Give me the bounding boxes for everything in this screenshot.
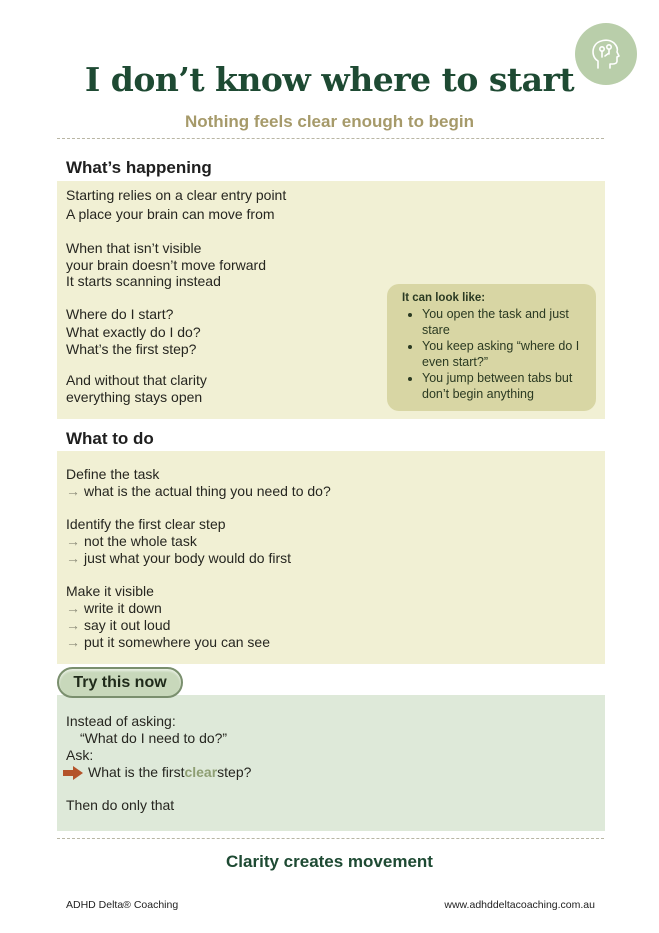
try-this-now-badge: Try this now xyxy=(57,667,183,698)
todo-line: → just what your body would do first xyxy=(66,550,291,566)
highlight-word: clear xyxy=(184,764,218,780)
todo-line: → say it out loud xyxy=(66,617,171,633)
happening-line: What exactly do I do? xyxy=(66,324,201,340)
callout-title: It can look like: xyxy=(402,292,486,304)
happening-line: A place your brain can move from xyxy=(66,206,275,222)
pointing-arrow-icon xyxy=(63,766,83,780)
happening-line: When that isn’t visible xyxy=(66,240,202,256)
page-title: I don’t know where to start xyxy=(84,60,575,99)
todo-line: → what is the actual thing you need to do? xyxy=(66,483,331,499)
todo-line: → not the whole task xyxy=(66,533,197,549)
footer-url[interactable]: www.adhddeltacoaching.com.au xyxy=(444,899,595,911)
callout-item: • You open the task and just stare xyxy=(422,306,596,338)
bottom-divider xyxy=(57,838,604,839)
happening-line: Where do I start? xyxy=(66,306,174,322)
arrow-right-icon: → xyxy=(66,550,80,566)
try-line: Ask: xyxy=(66,747,94,763)
section-heading-happening: What’s happening xyxy=(66,158,212,177)
arrow-right-icon: → xyxy=(66,634,80,650)
happening-line: Starting relies on a clear entry point xyxy=(66,187,287,203)
footer-brand: ADHD Delta® Coaching xyxy=(66,899,179,911)
top-divider xyxy=(57,138,604,139)
arrow-right-icon: → xyxy=(66,600,80,616)
callout-list xyxy=(387,306,596,402)
todo-panel xyxy=(57,451,605,664)
arrow-right-icon: → xyxy=(66,483,80,499)
try-line: “What do I need to do?” xyxy=(80,730,228,746)
happening-line: your brain doesn’t move forward xyxy=(66,257,266,273)
arrow-right-icon: → xyxy=(66,533,80,549)
try-ask-line: What is the first clear step? xyxy=(63,764,251,781)
happening-line: What’s the first step? xyxy=(66,341,197,357)
todo-line: Make it visible xyxy=(66,583,154,599)
try-line: Then do only that xyxy=(66,797,175,813)
try-panel xyxy=(57,695,605,831)
page-subtitle: Nothing feels clear enough to begin xyxy=(184,112,475,131)
callout-item: • You jump between tabs but don’t begin anything xyxy=(422,370,596,402)
todo-line: → write it down xyxy=(66,600,162,616)
happening-line: everything stays open xyxy=(66,389,203,405)
happening-line: It starts scanning instead xyxy=(66,273,221,289)
happening-line: And without that clarity xyxy=(66,372,207,388)
looks-like-callout xyxy=(387,284,596,411)
todo-line: Identify the first clear step xyxy=(66,516,226,532)
todo-line: Define the task xyxy=(66,466,160,482)
tagline: Clarity creates movement xyxy=(226,852,433,871)
section-heading-todo: What to do xyxy=(66,429,154,448)
arrow-right-icon: → xyxy=(66,617,80,633)
todo-line: → put it somewhere you can see xyxy=(66,634,270,650)
try-line: Instead of asking: xyxy=(66,713,176,729)
callout-item: • You keep asking “where do I even start?” xyxy=(422,338,596,370)
